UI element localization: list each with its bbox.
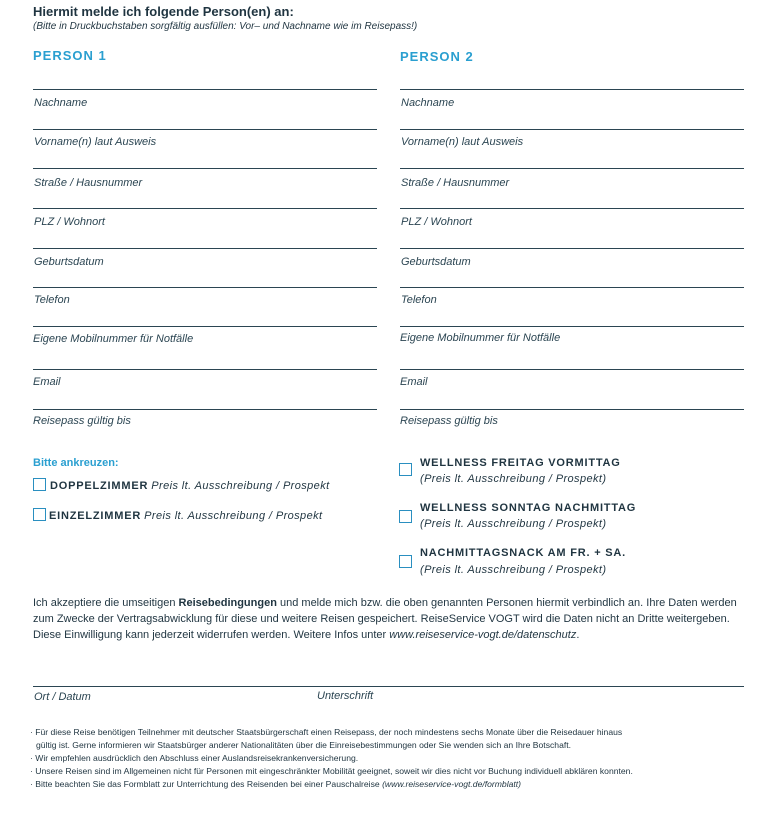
- doppelzimmer-option: [50, 480, 330, 492]
- person1-line-plz[interactable]: [33, 208, 377, 209]
- einzelzimmer-checkbox[interactable]: [33, 508, 46, 521]
- person1-line-reisepass[interactable]: [33, 409, 377, 410]
- person2-line-telefon[interactable]: [400, 287, 744, 288]
- footnote-mobilitaet: · Unsere Reisen sind im Allgemeinen nicht für Personen mit eingeschränkter Mobilität geeignet, soweit wir dies nicht vor Buchung individuell abklären konnten.: [30, 766, 633, 776]
- wellness-sonntag-price-note: (Preis lt. Ausschreibung / Prospekt): [420, 518, 607, 530]
- person2-label-mobil: Eigene Mobilnummer für Notfälle: [400, 332, 561, 344]
- person1-label-nachname: Nachname: [34, 97, 88, 109]
- consent-part1: Ich akzeptiere die umseitigen: [33, 597, 179, 609]
- wellness-sonntag-checkbox[interactable]: [399, 510, 412, 523]
- datenschutz-link[interactable]: www.reiseservice-vogt.de/datenschutz: [389, 629, 577, 641]
- footnote-versicherung: · Wir empfehlen ausdrücklich den Abschluss einer Auslandsreisekrankenversicherung.: [30, 753, 359, 763]
- person2-line-email[interactable]: [400, 369, 744, 370]
- einzelzimmer-label: EINZELZIMMER: [49, 510, 142, 522]
- person2-line-strasse[interactable]: [400, 168, 744, 169]
- person2-heading: PERSON 2: [400, 49, 474, 64]
- person1-line-mobil[interactable]: [33, 326, 377, 327]
- person2-label-nachname: Nachname: [401, 97, 455, 109]
- person2-label-telefon: Telefon: [401, 294, 437, 306]
- signature-label: Unterschrift: [317, 690, 374, 702]
- person2-line-reisepass[interactable]: [400, 409, 744, 410]
- nachmittagsnack-label: NACHMITTAGSNACK AM FR. + SA.: [420, 547, 627, 559]
- person1-label-strasse: Straße / Hausnummer: [34, 177, 143, 189]
- person1-line-vorname[interactable]: [33, 129, 377, 130]
- place-date-label: Ort / Datum: [34, 691, 91, 703]
- person2-label-vorname: Vorname(n) laut Ausweis: [401, 136, 524, 148]
- person2-line-nachname[interactable]: [400, 89, 744, 90]
- doppelzimmer-label: DOPPELZIMMER: [50, 480, 149, 492]
- person2-label-email: Email: [400, 376, 428, 388]
- consent-text: [33, 595, 753, 643]
- person2-label-plz: PLZ / Wohnort: [401, 216, 472, 228]
- person2-line-plz[interactable]: [400, 208, 744, 209]
- person1-label-vorname: Vorname(n) laut Ausweis: [34, 136, 157, 148]
- wellness-sonntag-label: WELLNESS SONNTAG NACHMITTAG: [420, 502, 637, 514]
- wellness-freitag-checkbox[interactable]: [399, 463, 412, 476]
- person2-label-reisepass: Reisepass gültig bis: [400, 415, 498, 427]
- consent-part2: und melde mich bzw. die oben genannten Personen hiermit verbindlich an. Ihre Daten werden zum Zwecke der Vertragsabwicklung für diese und weitere Reisen gespeichert. ReiseService VOGT wird die Daten nicht an Dritte weitergeben. Diese Einwilligung kann jederzeit widerrufen werden. Weitere Infos unter: [33, 597, 737, 641]
- form-instructions: (Bitte in Druckbuchstaben sorgfältig ausfüllen: Vor– und Nachname wie im Reisepass!): [33, 21, 418, 32]
- person1-label-plz: PLZ / Wohnort: [34, 216, 105, 228]
- form-title: Hiermit melde ich folgende Person(en) an:: [33, 4, 294, 19]
- person1-label-telefon: Telefon: [34, 294, 70, 306]
- person2-label-strasse: Straße / Hausnummer: [401, 177, 510, 189]
- person1-line-nachname[interactable]: [33, 89, 377, 90]
- person1-label-reisepass: Reisepass gültig bis: [33, 415, 131, 427]
- person2-line-vorname[interactable]: [400, 129, 744, 130]
- footnote-formblatt-text: · Bitte beachten Sie das Formblatt zur Unterrichtung des Reisenden bei einer Pauschalreise: [30, 779, 383, 789]
- person2-line-mobil[interactable]: [400, 326, 744, 327]
- footnote-reisepass: · Für diese Reise benötigen Teilnehmer mit deutscher Staatsbürgerschaft einen Reisepass, der noch mindestens sechs Monate über die Reisedauer hinaus: [30, 727, 623, 737]
- person1-label-email: Email: [33, 376, 61, 388]
- person1-heading: PERSON 1: [33, 48, 107, 63]
- consent-end: .: [576, 629, 580, 641]
- doppelzimmer-checkbox[interactable]: [33, 478, 46, 491]
- footnote-formblatt: [30, 779, 521, 789]
- einzelzimmer-option: [49, 510, 322, 522]
- person2-label-geburtsdatum: Geburtsdatum: [401, 256, 471, 268]
- wellness-freitag-price-note: (Preis lt. Ausschreibung / Prospekt): [420, 473, 607, 485]
- wellness-freitag-label: WELLNESS FREITAG VORMITTAG: [420, 457, 621, 469]
- options-heading: Bitte ankreuzen:: [33, 457, 119, 469]
- reisebedingungen-link[interactable]: Reisebedingungen: [178, 597, 277, 609]
- signature-line[interactable]: [33, 686, 744, 687]
- nachmittagsnack-checkbox[interactable]: [399, 555, 412, 568]
- person1-label-mobil: Eigene Mobilnummer für Notfälle: [33, 333, 194, 345]
- person2-line-geburtsdatum[interactable]: [400, 248, 744, 249]
- person1-line-geburtsdatum[interactable]: [33, 248, 377, 249]
- person1-label-geburtsdatum: Geburtsdatum: [34, 256, 104, 268]
- formblatt-link[interactable]: (www.reiseservice-vogt.de/formblatt): [382, 779, 522, 789]
- footnote-reisepass-cont: gültig ist. Gerne informieren wir Staatsbürger anderer Nationalitäten über die Einreisebestimmungen oder Sie wenden sich an Ihre Botschaft.: [36, 740, 572, 750]
- person1-line-email[interactable]: [33, 369, 377, 370]
- doppelzimmer-price-note: Preis lt. Ausschreibung / Prospekt: [151, 480, 330, 492]
- person1-line-strasse[interactable]: [33, 168, 377, 169]
- person1-line-telefon[interactable]: [33, 287, 377, 288]
- nachmittagsnack-price-note: (Preis lt. Ausschreibung / Prospekt): [420, 564, 607, 576]
- einzelzimmer-price-note: Preis lt. Ausschreibung / Prospekt: [144, 510, 323, 522]
